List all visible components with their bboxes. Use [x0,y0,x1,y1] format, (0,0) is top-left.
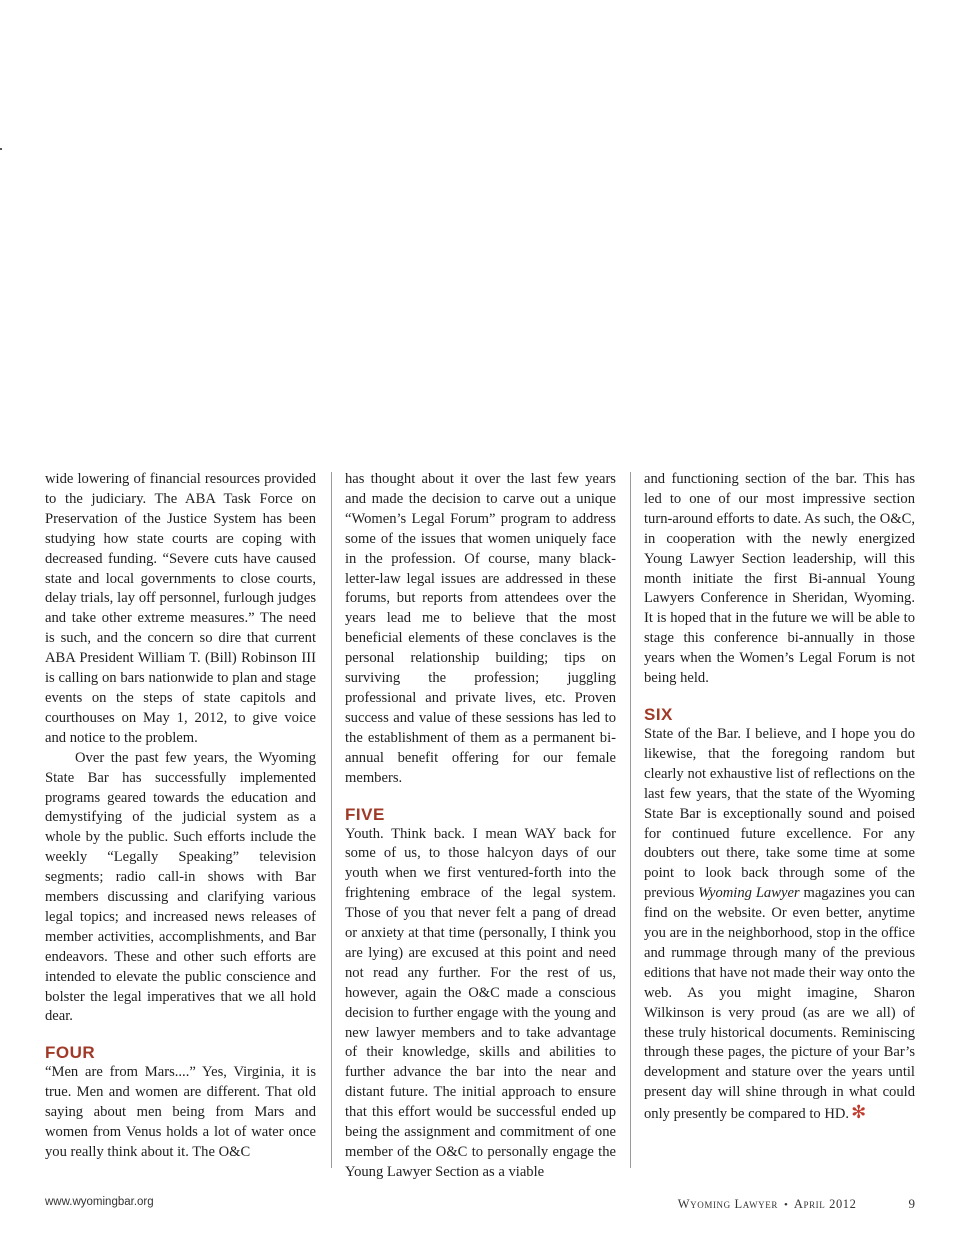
paragraph: Youth. Think back. I mean WAY back for some of us, to those halcyon days of our youth when we first ventured-forth into the frightening embrace of the legal system. Those of you that never felt a pang of dread or anxiety at that time (personally, I think you are lying) are excused at this point and need not read any further. For the rest of us, however, again the O&C made a conscious decision to further engage with the young and new lawyer members and to take advantage of their knowledge, skills and abilities to further advance the bar into the near and distant future. The initial approach to ensure that this effort would be successful ended up being the assignment and commitment of one member of the O&C to personally engage the Young Lawyer Section as a viable [345,825,616,1180]
paragraph [644,725,915,1125]
section-heading-five: FIVE [345,804,385,824]
footer-website-url: www.wyomingbar.org [45,1196,154,1208]
column-1 [45,470,316,1163]
scan-speck [0,148,2,150]
column-2 [345,470,616,1183]
footer-bullet-icon: • [783,1199,788,1211]
paragraph: has thought about it over the last few years and made the decision to carve out a unique “Women’s Legal Forum” program to address some of the issues that women uniquely face in the profession. Of course, many black-letter-law legal issues are addressed in these forums, but reports from attendees over the years lead me to believe that the most beneficial elements of these conclaves is the personal relationship building; tips on surviving the profession; juggling professional and private lives, etc. Proven success and value of these sessions has led to the establishment of them as a permanent bi-annual benefit offering for our female members. [345,471,616,786]
footer-magazine-name: Wyoming Lawyer [677,1197,778,1211]
page-number: 9 [908,1196,915,1211]
paragraph-text: magazines you can find on the website. Or even better, anytime you are in the neighborhood, stop in the office and rummage through many of the previous editions that have not made their way onto the web. As you might imagine, Sharon Wilkinson is very proud (as are we all) of these truly historical documents. Reminiscing through these pages, the picture of your Bar’s development and stature over the years until present day will shine through in what could only presently be compared to HD. [644,885,915,1123]
section-heading-four: FOUR [45,1043,96,1063]
column-divider [630,472,631,1168]
paragraph: Over the past few years, the Wyoming State Bar has successfully implemented programs geared towards the education and demystifying of the judicial system as a whole by the public. Such efforts include the weekly “Legally Speaking” television segments; radio call-in shows with Bar members discussing and clarifying various legal topics; and increased news releases of member activities, accomplishments, and Bar endeavors. These and other such efforts are intended to elevate the public conscience and bolster the legal imperatives that we all hold dear. [45,749,316,1025]
magazine-title-italic: Wyoming Lawyer [698,885,800,902]
paragraph: and functioning section of the bar. This has led to one of our most impressive section turn-around efforts to date. As such, the O&C, in cooperation with the newly energized Young Lawyer Section leadership, will this month initiate the first Bi-annual Young Lawyers Conference in Sheridan, Wyoming. It is hoped that in the future we will be able to stage this conference bi-annually in those years when the Women’s Legal Forum is not being held. [644,471,915,687]
paragraph-text: State of the Bar. I believe, and I hope you do likewise, that the foregoing random but clearly not exhaustive list of reflections on the last few years, that the state of the Wyoming State Bar is exceptionally sound and poised for continued future excellence. For any doubters out there, take some time at some point to look back through some of the previous [644,725,915,902]
footer-publication-info [678,1196,915,1212]
column-divider [331,472,332,1168]
end-mark-icon: ✻ [851,1102,867,1124]
paragraph: “Men are from Mars....” Yes, Virginia, it is true. Men and women are different. That old saying about men being from Mars and women from Venus holds a lot of water once you really think about it. The O&C [45,1064,316,1160]
article-body [45,470,917,1180]
section-heading-six: SIX [644,704,673,724]
paragraph: wide lowering of financial resources provided to the judiciary. The ABA Task Force on Preservation of the Justice System has been studying how state courts are coping with decreased funding. “Severe cuts have caused state and local governments to close courts, delay trials, lay off personnel, furlough judges and take other extreme measures.” The need is such, and the concern so dire that current ABA President William T. (Bill) Robinson III is calling on bars nationwide to plan and stage events on the steps of state capitols and courthouses on May 1, 2012, to give voice and notice to the problem. [45,471,316,746]
footer-issue-date: April 2012 [793,1197,857,1211]
column-3 [644,470,915,1125]
